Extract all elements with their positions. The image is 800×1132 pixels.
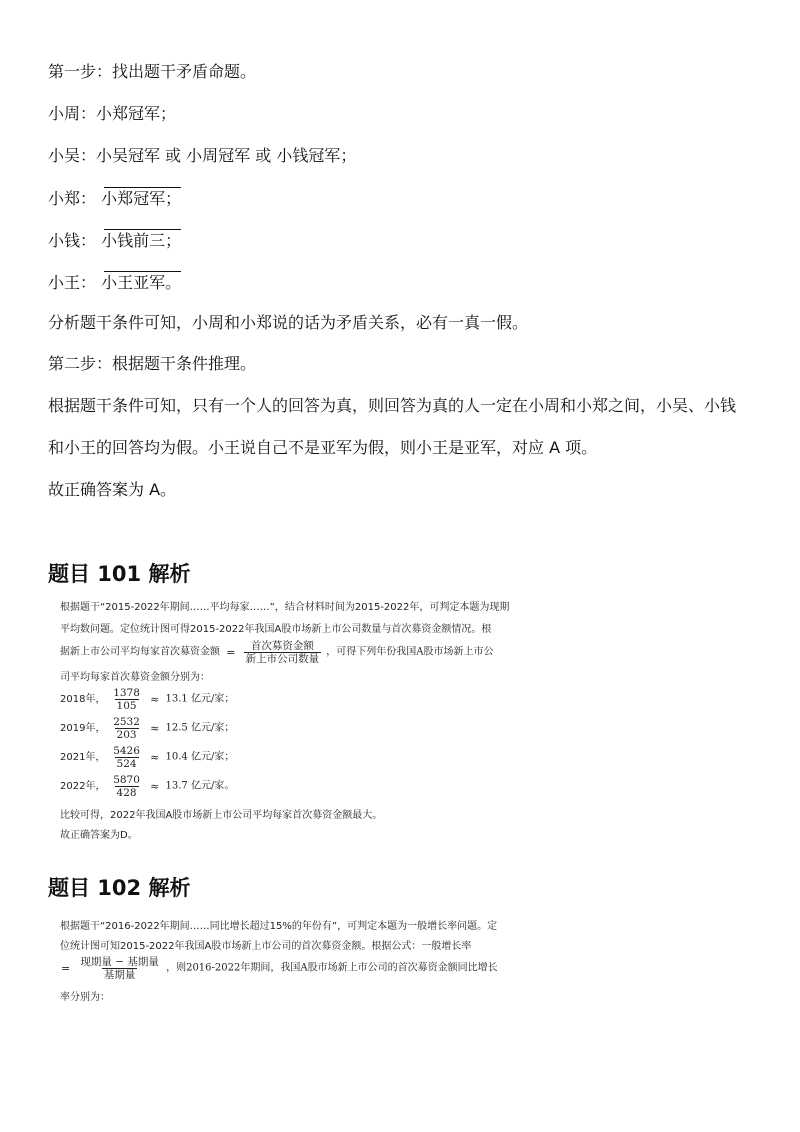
- approx-sign: ≈: [150, 721, 160, 735]
- negation-value: 小钱前三；: [101, 231, 182, 250]
- q101-title: 题目 101 解析: [48, 562, 191, 586]
- statement-xiaozheng: [48, 187, 181, 209]
- speaker-label: 小王：: [48, 273, 97, 292]
- step-two-heading: 第二步：根据题干条件推理。: [48, 354, 257, 373]
- formula-denominator: 基期量: [103, 969, 136, 981]
- calc-unit: 亿元/家。: [187, 780, 235, 792]
- calc-fraction: [111, 774, 142, 799]
- q102-line-1: 根据题干“2016-2022年期间……同比增长超过15%的年份有”，可判定本题为一般增长率问题。定: [60, 921, 498, 932]
- calc-unit: 亿元/家；: [187, 722, 235, 734]
- statement-xiaowang: [48, 271, 181, 293]
- formula-denominator: 新上市公司数量: [245, 653, 320, 665]
- formula-numerator: 首次募资金额: [250, 640, 314, 652]
- fraction-denominator: 105: [116, 700, 137, 712]
- fraction-numerator: 5426: [113, 745, 140, 757]
- negation-value: 小郑冠军；: [101, 189, 182, 208]
- formula-tail: ，则2016-2022年期间，我国A股市场新上市公司的首次募资金额同比增长: [166, 962, 498, 974]
- calc-result: 13.7: [165, 780, 188, 792]
- approx-sign: ≈: [150, 750, 160, 764]
- calc-result: 12.5: [165, 722, 188, 734]
- fraction-denominator: 524: [116, 758, 137, 770]
- formula-intro: 据新上市公司平均每家首次募资金额: [60, 646, 220, 658]
- calc-unit: 亿元/家；: [187, 693, 235, 705]
- calc-row-2021: [60, 745, 234, 770]
- q101-solution-image: [60, 598, 530, 848]
- equals-sign: =: [226, 645, 236, 659]
- q101-formula-line: [60, 640, 494, 665]
- speaker-label: 小钱：: [48, 231, 97, 250]
- statement-xiaoqian: [48, 229, 181, 251]
- q102-formula-line: [60, 956, 498, 981]
- q101-line-1: 根据题干“2015-2022年期间……平均每家……”，结合材料时间为2015-2022年，可判定本题为现期: [60, 602, 510, 613]
- q101-line-2: 平均数问题。定位统计图可得2015-2022年我国A股市场新上市公司数量与首次募资金额情况。根: [60, 624, 492, 635]
- statement-xiaozhou: 小周：小郑冠军；: [48, 104, 177, 123]
- calc-unit: 亿元/家；: [187, 751, 235, 763]
- fraction-numerator: 5870: [113, 774, 140, 786]
- calc-fraction: [111, 687, 142, 712]
- q102-line-4: 率分别为：: [60, 992, 110, 1003]
- approx-sign: ≈: [150, 692, 160, 706]
- fraction-denominator: 428: [116, 787, 137, 799]
- q102-title: 题目 102 解析: [48, 876, 191, 900]
- speaker-label: 小郑：: [48, 189, 97, 208]
- calc-year: 2019年，: [60, 722, 106, 734]
- fraction-numerator: 1378: [113, 687, 140, 699]
- calc-result: 13.1: [165, 693, 188, 705]
- q102-solution-image: [60, 914, 530, 1010]
- calc-row-2019: [60, 716, 234, 741]
- approx-sign: ≈: [150, 779, 160, 793]
- negation-value: 小王亚军。: [101, 273, 182, 292]
- calc-row-2018: [60, 687, 234, 712]
- fraction-denominator: 203: [116, 729, 137, 741]
- reasoning-line-2: 和小王的回答均为假。小王说自己不是亚军为假，则小王是亚军，对应 A 项。: [48, 438, 598, 457]
- q101-conclusion: 比较可得，2022年我国A股市场新上市公司平均每家首次募资金额最大。: [60, 810, 383, 821]
- q101-answer: 故正确答案为D。: [60, 830, 138, 841]
- calc-year: 2021年，: [60, 751, 106, 763]
- calc-fraction: [111, 716, 142, 741]
- average-formula: [244, 640, 322, 665]
- calc-result: 10.4: [165, 751, 188, 763]
- q102-line-2: 位统计图可知2015-2022年我国A股市场新上市公司的首次募资金额。根据公式：一般增长率: [60, 941, 472, 952]
- growth-rate-formula: [78, 956, 160, 981]
- formula-tail: ，可得下列年份我国A股市场新上市公: [326, 646, 494, 658]
- q101-line-4: 司平均每家首次募资金额分别为：: [60, 672, 210, 683]
- statement-xiaowu: 小吴：小吴冠军 或 小周冠军 或 小钱冠军；: [48, 146, 357, 165]
- fraction-numerator: 2532: [113, 716, 140, 728]
- calc-fraction: [111, 745, 142, 770]
- reasoning-line-1: 根据题干条件可知，只有一个人的回答为真，则回答为真的人一定在小周和小郑之间，小吴、小钱: [48, 396, 737, 415]
- step-one-heading: 第一步：找出题干矛盾命题。: [48, 62, 257, 81]
- formula-numerator: 现期量 − 基期量: [80, 956, 159, 968]
- equals-sign: =: [61, 961, 71, 975]
- analysis-contradiction: 分析题干条件可知，小周和小郑说的话为矛盾关系，必有一真一假。: [48, 313, 529, 332]
- calc-year: 2022年，: [60, 780, 106, 792]
- answer-100: 故正确答案为 A。: [48, 480, 177, 499]
- calc-year: 2018年，: [60, 693, 106, 705]
- calc-row-2022: [60, 774, 234, 799]
